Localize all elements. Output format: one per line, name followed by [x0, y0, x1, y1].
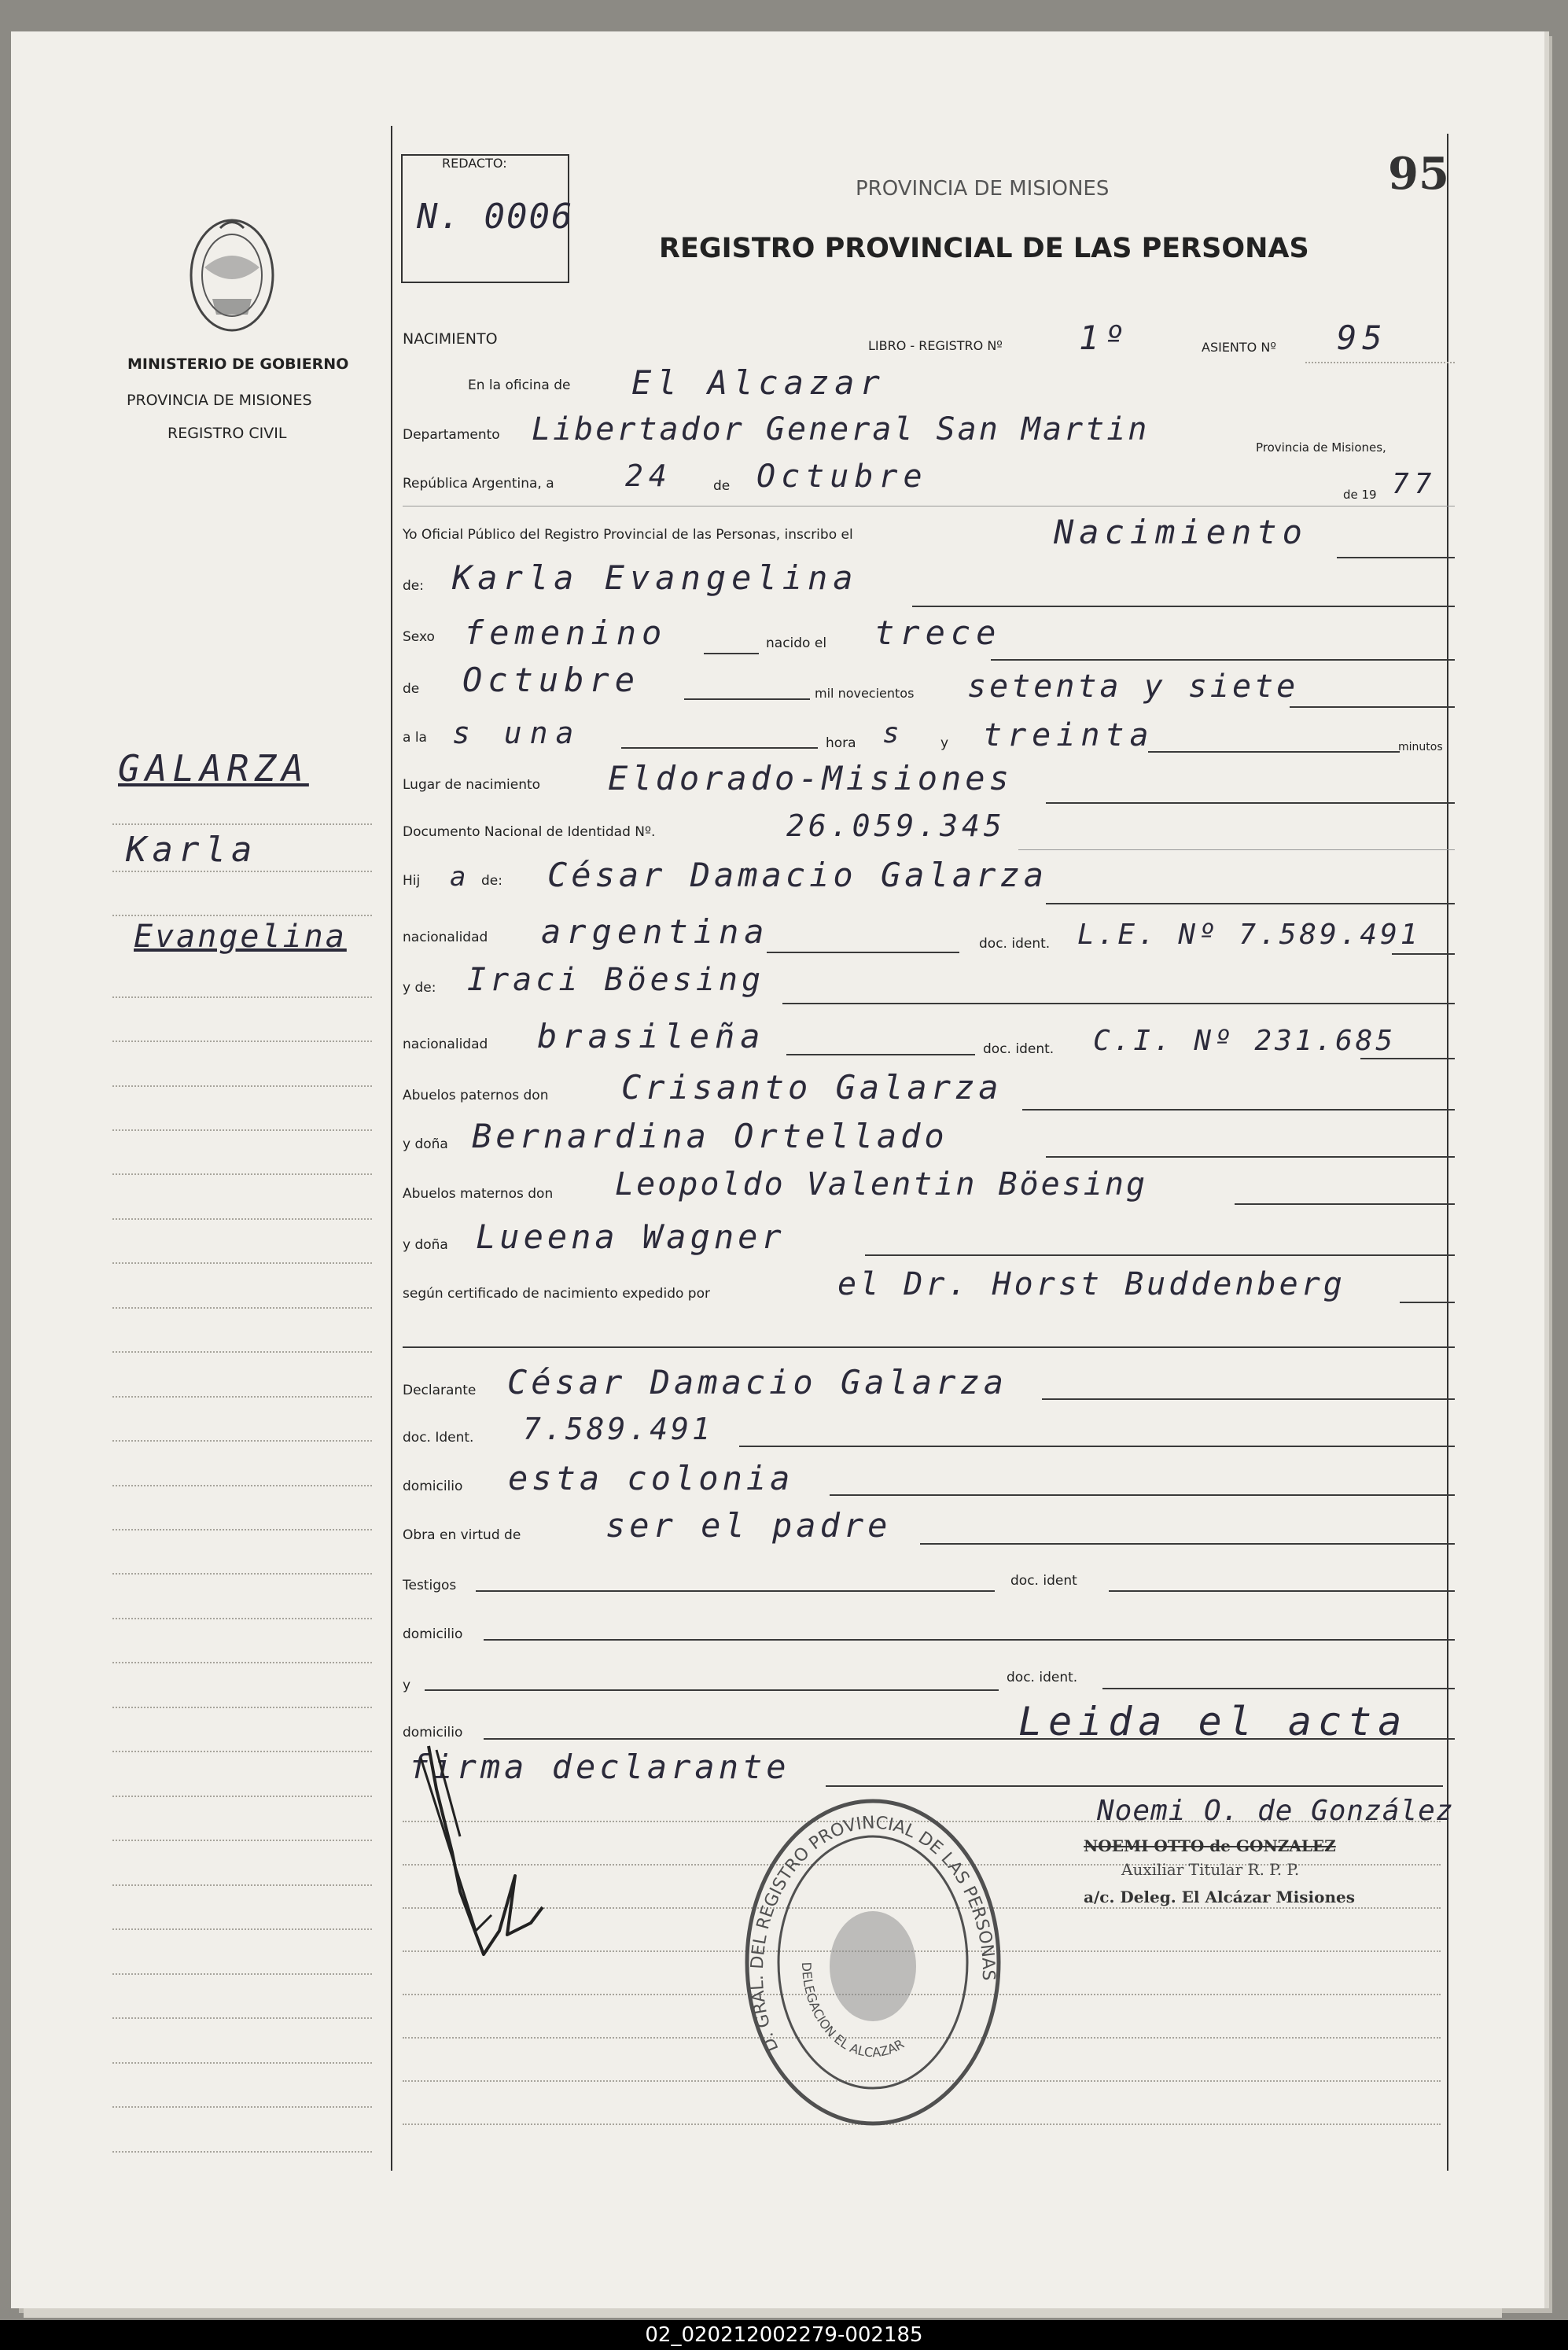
docid2-value: C.I. Nº 231.685: [1093, 1025, 1397, 1057]
abp-line: [1022, 1109, 1455, 1111]
sexo-label: Sexo: [403, 629, 435, 645]
departamento-value: Libertador General San Martin: [532, 411, 1150, 448]
abp-label: Abuelos paternos don: [403, 1088, 549, 1103]
oficial-line: [1337, 557, 1455, 558]
month-value: Octubre: [756, 459, 928, 495]
y2-label: y: [403, 1678, 411, 1693]
day-value: 24: [625, 459, 672, 493]
minutos-line: [1148, 751, 1400, 753]
stamp-ring-text: D. GRAL. DEL REGISTRO PROVINCIAL DE LAS PERSONAS: [747, 1813, 999, 2055]
declarante-value: César Damacio Galarza: [507, 1363, 1008, 1402]
abm-line: [1235, 1203, 1455, 1205]
year-value: 77: [1392, 468, 1437, 500]
ministry-registry: REGISTRO CIVIL: [167, 425, 287, 442]
ydona2-label: y doña: [403, 1237, 448, 1253]
redacto-value: N. 0006: [417, 197, 574, 237]
obra-value: ser el padre: [605, 1506, 892, 1545]
certificado-label: según certificado de nacimiento expedido por: [403, 1286, 710, 1302]
abp2-line: [1046, 1156, 1455, 1158]
hij-suffix: a: [450, 861, 472, 893]
year-prefix: de 19: [1343, 488, 1377, 502]
padre-value: César Damacio Galarza: [547, 856, 1048, 894]
de-person-line: [912, 606, 1455, 607]
lugar-line: [1046, 802, 1455, 804]
hora-value: s: [882, 717, 905, 750]
asiento-label: ASIENTO Nº: [1202, 340, 1276, 355]
docident3-label: doc. ident: [1010, 1573, 1077, 1589]
obra-label: Obra en virtud de: [403, 1527, 521, 1543]
leida-value: Leida el acta: [1018, 1699, 1408, 1744]
abm2-line: [865, 1254, 1455, 1256]
declarant-signature: [413, 1742, 570, 1970]
official-position: Auxiliar Titular R. P. P.: [1121, 1860, 1300, 1879]
nacido-value: trece: [874, 613, 1002, 652]
dni-line: [1018, 849, 1455, 850]
ministry-province: PROVINCIA DE MISIONES: [127, 392, 312, 409]
nacido-label: nacido el: [766, 635, 827, 651]
domicilio2-line: [484, 1639, 1455, 1641]
form-type-label: NACIMIENTO: [403, 330, 498, 348]
right-margin-rule: [1447, 134, 1448, 2171]
anio-value: setenta y siete: [967, 669, 1299, 705]
dni-label: Documento Nacional de Identidad Nº.: [403, 824, 656, 840]
docid1-value: L.E. Nº 7.589.491: [1077, 919, 1421, 951]
docident3-line: [1109, 1590, 1455, 1592]
asiento-line: [1305, 362, 1455, 363]
official-signature: Noemi O. de González: [1097, 1795, 1454, 1827]
oficial-value: Nacimiento: [1054, 513, 1308, 551]
nac1-line: [767, 952, 959, 953]
minutos-label: minutos: [1398, 741, 1443, 753]
oficina-label: En la oficina de: [468, 378, 571, 393]
madre-line: [782, 1003, 1455, 1004]
de2-label: de: [403, 681, 420, 697]
certificado-value: el Dr. Horst Buddenberg: [837, 1266, 1345, 1302]
abp2-value: Bernardina Ortellado: [472, 1117, 948, 1155]
lugar-label: Lugar de nacimiento: [403, 777, 541, 793]
certificado-line-2: [403, 1346, 1455, 1348]
nac1-value: argentina: [541, 912, 770, 951]
y2-line: [425, 1689, 999, 1691]
mes-line: [684, 698, 810, 700]
padre-line: [1046, 903, 1455, 904]
oficial-label: Yo Oficial Público del Registro Provincial de las Personas, inscribo el: [403, 527, 853, 543]
stamp-inner-text: DELEGACION EL ALCAZAR: [798, 1961, 907, 2061]
docident4-line: [1102, 1688, 1455, 1689]
y-label: y: [940, 735, 949, 751]
margin-name2: Evangelina: [134, 919, 347, 955]
testigos-label: Testigos: [403, 1578, 457, 1593]
month-de-label: de: [713, 478, 731, 494]
abp-value: Crisanto Galarza: [621, 1068, 1003, 1107]
obra-line: [920, 1543, 1455, 1545]
domicilio-line: [830, 1494, 1455, 1496]
provincia-label: Provincia de Misiones,: [1256, 440, 1386, 455]
domicilio2-label: domicilio: [403, 1626, 463, 1642]
de-person-label: de:: [403, 578, 424, 594]
madre-value: Iraci Böesing: [467, 962, 765, 998]
nac2-line: [786, 1054, 975, 1055]
alas-label: a la: [403, 730, 427, 746]
official-delegation: a/c. Deleg. El Alcázar Misiones: [1084, 1888, 1355, 1906]
dni-value: 26.059.345: [786, 809, 1006, 843]
abm-label: Abuelos maternos don: [403, 1186, 554, 1202]
page-edge: [24, 2308, 1502, 2318]
certificado-line: [1400, 1302, 1455, 1303]
anio-line: [1290, 706, 1455, 708]
libro-value: 1º: [1079, 319, 1130, 357]
mes-value: Octubre: [462, 661, 641, 699]
docident-value: 7.589.491: [523, 1412, 713, 1446]
lugar-value: Eldorado-Misiones: [608, 759, 1013, 797]
scan-caption: 02_020212002279-002185: [0, 2320, 1568, 2350]
domicilio-value: esta colonia: [508, 1459, 794, 1497]
departamento-label: Departamento: [403, 427, 500, 443]
hij-de-label: de:: [481, 873, 502, 889]
de-person-value: Karla Evangelina: [452, 558, 859, 597]
declarante-label: Declarante: [403, 1383, 477, 1398]
hij-label: Hij: [403, 873, 421, 889]
domicilio3-label: domicilio: [403, 1725, 463, 1740]
declarante-line: [1042, 1398, 1455, 1400]
page-number: 95: [1388, 148, 1449, 200]
ydona1-label: y doña: [403, 1136, 448, 1152]
left-margin-rule: [391, 126, 392, 2171]
docid2-line: [1360, 1058, 1455, 1059]
margin-surname: GALARZA: [118, 747, 309, 790]
docident-line: [739, 1446, 1455, 1447]
nac2-value: brasileña: [537, 1017, 766, 1055]
alas-line: [621, 747, 818, 749]
abm-value: Leopoldo Valentin Böesing: [615, 1166, 1148, 1203]
docid1-line: [1392, 953, 1455, 955]
testigos-line: [476, 1590, 995, 1592]
official-name: NOEMI OTTO de GONZALEZ: [1084, 1836, 1336, 1855]
docid2-label: doc. ident.: [983, 1041, 1055, 1057]
sexo-line: [704, 653, 759, 654]
oficina-value: El Alcazar: [631, 363, 885, 402]
libro-label: LIBRO - REGISTRO Nº: [868, 338, 1003, 353]
coat-of-arms-icon: [181, 212, 283, 338]
alas-value: s una: [452, 716, 582, 750]
yde-label: y de:: [403, 980, 436, 996]
docid1-label: doc. ident.: [979, 936, 1051, 952]
domicilio-label: domicilio: [403, 1479, 463, 1494]
abm2-value: Lueena Wagner: [476, 1217, 786, 1256]
nacido-line: [991, 659, 1455, 661]
official-stamp: [739, 1789, 1007, 2135]
ministry-title: MINISTERIO DE GOBIERNO: [127, 355, 349, 373]
header-title: REGISTRO PROVINCIAL DE LAS PERSONAS: [659, 233, 1309, 264]
hora-label: hora: [826, 735, 856, 751]
redacto-label: REDACTO:: [442, 156, 507, 171]
header-province: PROVINCIA DE MISIONES: [856, 177, 1110, 201]
sexo-value: femenino: [464, 613, 668, 652]
docident4-label: doc. ident.: [1007, 1670, 1078, 1685]
nac2-label: nacionalidad: [403, 1037, 488, 1052]
asiento-value: 95: [1337, 319, 1388, 357]
nac1-label: nacionalidad: [403, 930, 488, 945]
firma-value: firma declarante: [409, 1748, 790, 1786]
firma-line: [826, 1785, 1443, 1787]
republica-label: República Argentina, a: [403, 476, 554, 492]
minutos-value: treinta: [983, 717, 1154, 753]
mil-label: mil novecientos: [815, 686, 915, 701]
docident-label: doc. Ident.: [403, 1430, 474, 1446]
margin-name1: Karla: [126, 830, 258, 870]
